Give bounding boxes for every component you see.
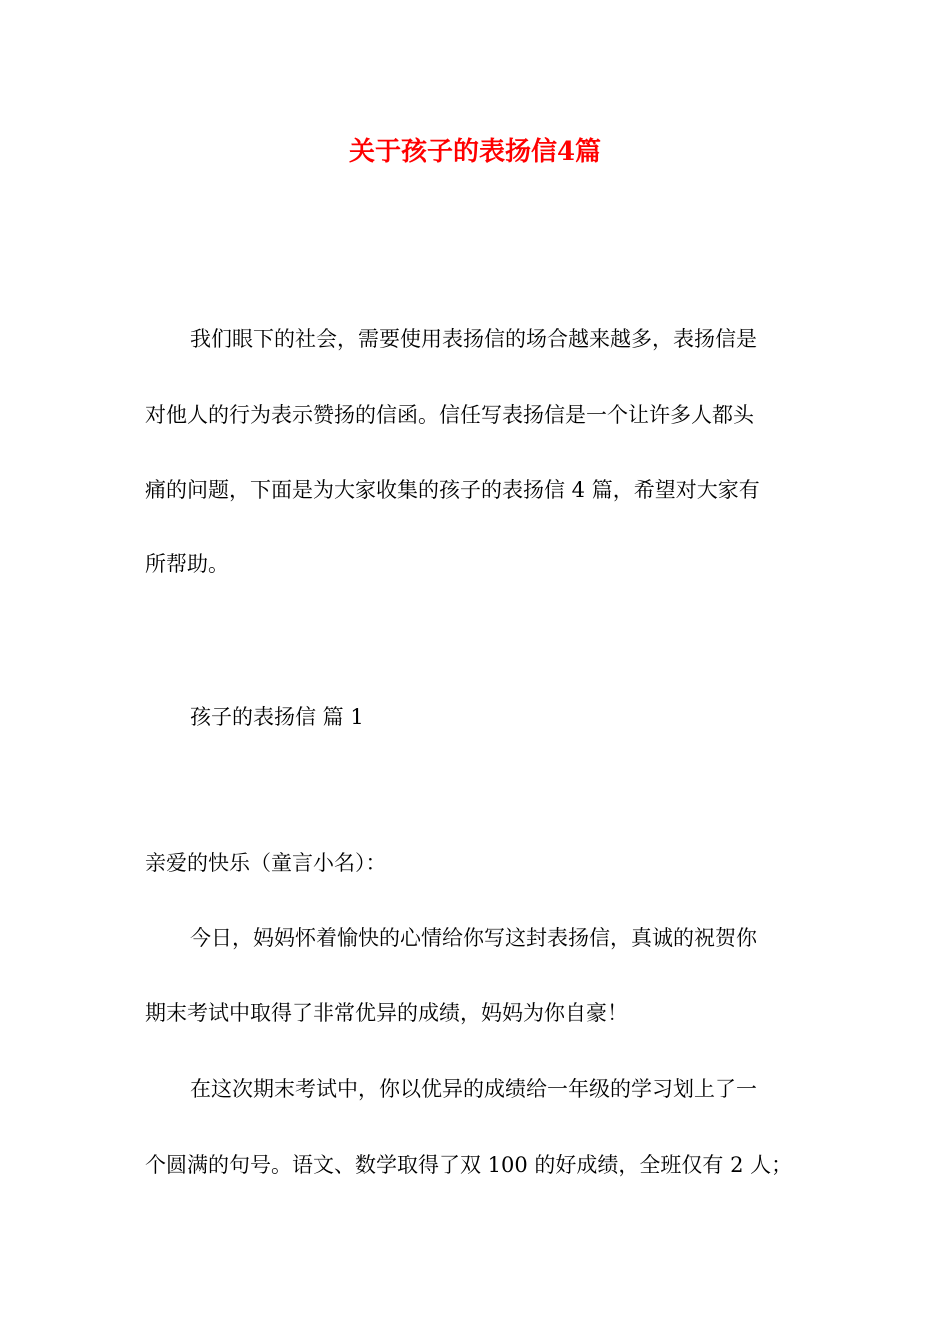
intro-line-4: 所帮助。 xyxy=(145,552,229,576)
intro-line-1: 我们眼下的社会，需要使用表扬信的场合越来越多，表扬信是 xyxy=(190,327,757,351)
paragraph2-line-2: 个圆满的句号。语文、数学取得了双 100 的好成绩，全班仅有 2 人； xyxy=(145,1153,793,1177)
paragraph2-line-1: 在这次期末考试中，你以优异的成绩给一年级的学习划上了一 xyxy=(190,1077,757,1101)
paragraph1-line-1: 今日，妈妈怀着愉快的心情给你写这封表扬信，真诚的祝贺你 xyxy=(190,926,757,950)
paragraph1-line-2: 期末考试中取得了非常优异的成绩，妈妈为你自豪！ xyxy=(145,1001,628,1025)
document-title: 关于孩子的表扬信4篇 xyxy=(348,137,602,167)
section-heading: 孩子的表扬信 篇 1 xyxy=(190,705,364,729)
intro-line-3: 痛的问题，下面是为大家收集的孩子的表扬信 4 篇，希望对大家有 xyxy=(145,478,760,502)
salutation: 亲爱的快乐（童言小名）： xyxy=(145,851,387,875)
intro-line-2: 对他人的行为表示赞扬的信函。信任写表扬信是一个让许多人都头 xyxy=(145,403,754,427)
